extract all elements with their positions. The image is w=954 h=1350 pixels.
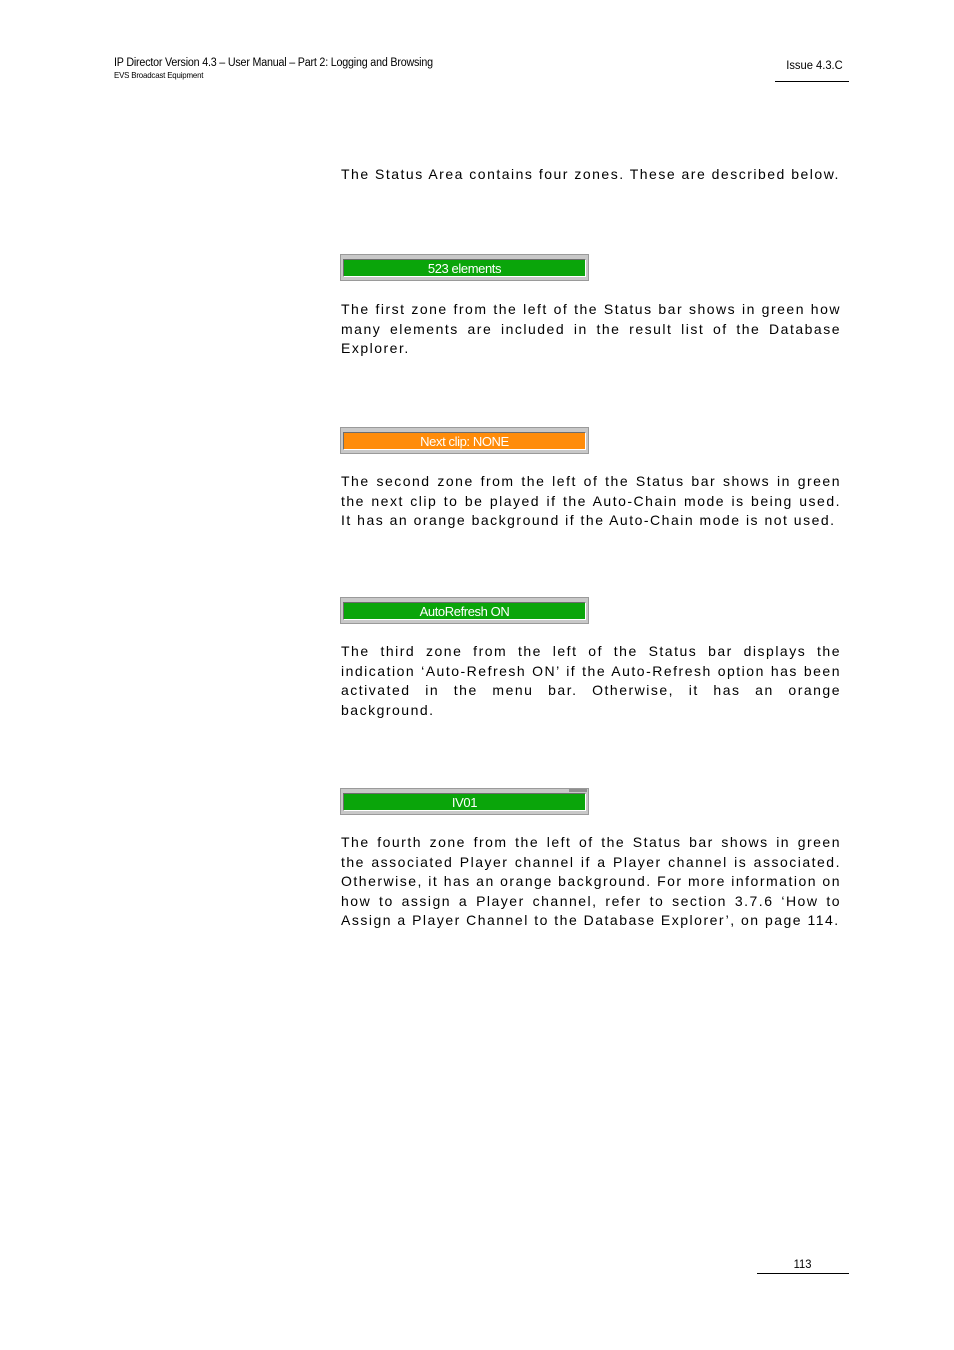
status-zone-fill: [343, 602, 586, 620]
page-number-text: 113: [794, 1257, 812, 1271]
status-zone-label: Next clip: NONE: [420, 434, 509, 449]
status-zone-label: AutoRefresh ON: [419, 604, 510, 619]
zone-description: The third zone from the left of the Status bar displays the indication ‘Auto-Refresh ON’ if the Auto-Refresh option has been activated in the menu bar. Otherwise, it has an orange background.: [341, 643, 841, 718]
zone-description: The first zone from the left of the Status bar shows in green how many elements are included in the result list of the Database Explorer.: [341, 301, 841, 356]
document-title: IP Director Version 4.3 – User Manual – Part 2: Logging and Browsing: [114, 57, 433, 69]
status-zone-elements: [340, 254, 589, 281]
page-number: [757, 1256, 849, 1274]
status-zone-fill: [343, 259, 586, 277]
company-name: EVS Broadcast Equipment: [114, 70, 204, 80]
size-grip-icon: [569, 789, 587, 792]
status-zone-next-clip: [340, 427, 589, 454]
zone-description: The second zone from the left of the Status bar shows in green the next clip to be played if the Auto-Chain mode is being used. It has an orange background if the Auto-Chain mode is not used.: [341, 473, 841, 528]
status-zone-label: IV01: [451, 795, 478, 810]
page-header: [114, 56, 457, 81]
status-zone-fill: [343, 432, 586, 450]
status-zone-autorefresh: [340, 597, 589, 624]
zone-description: The fourth zone from the left of the Status bar shows in green the associated Player channel if a Player channel is associated. Otherwise, it has an orange background. For more information on how to assign a Player channel, refer to section 3.7.6 ‘How to Assign a Player Channel to the Database Explorer’, on page 114.: [341, 834, 841, 928]
issue-label: Issue 4.3.C: [786, 58, 843, 72]
status-zone-fill: [343, 793, 586, 811]
status-zone-label: 523 elements: [427, 261, 502, 276]
issue-box: [775, 56, 849, 82]
status-zone-player-channel: [340, 788, 589, 815]
intro-paragraph: The Status Area contains four zones. These are described below.: [341, 166, 840, 182]
